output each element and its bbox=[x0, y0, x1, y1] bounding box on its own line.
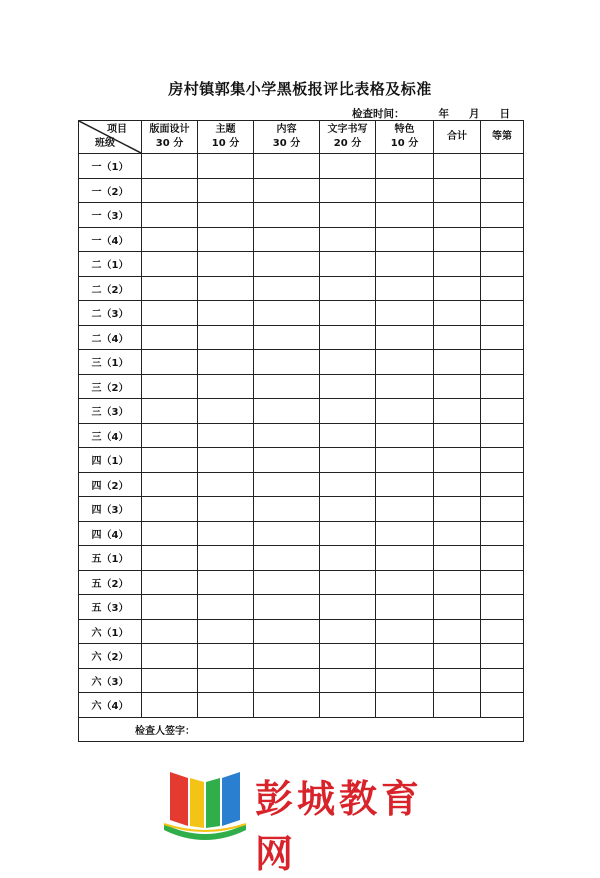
class-label: 三（3） bbox=[79, 399, 142, 424]
header-total bbox=[434, 121, 481, 154]
score-cell[interactable] bbox=[142, 472, 198, 497]
score-cell[interactable] bbox=[434, 619, 481, 644]
score-cell[interactable] bbox=[320, 399, 376, 424]
table-row bbox=[79, 203, 524, 228]
score-cell[interactable] bbox=[434, 521, 481, 546]
score-cell[interactable] bbox=[198, 178, 254, 203]
class-label: 一（4） bbox=[79, 227, 142, 252]
score-cell[interactable] bbox=[481, 644, 524, 669]
score-cell[interactable] bbox=[481, 399, 524, 424]
class-label: 二（2） bbox=[79, 276, 142, 301]
score-cell[interactable] bbox=[198, 203, 254, 228]
class-label: 一（1） bbox=[79, 154, 142, 179]
score-cell[interactable] bbox=[198, 472, 254, 497]
table-row bbox=[79, 252, 524, 277]
table-row bbox=[79, 546, 524, 571]
class-label: 五（3） bbox=[79, 595, 142, 620]
class-label: 六（3） bbox=[79, 668, 142, 693]
class-label: 四（3） bbox=[79, 497, 142, 522]
signature-cell[interactable] bbox=[79, 717, 524, 742]
score-cell[interactable] bbox=[376, 546, 434, 571]
score-cell[interactable] bbox=[434, 399, 481, 424]
score-cell[interactable] bbox=[376, 227, 434, 252]
table-row bbox=[79, 693, 524, 718]
score-cell[interactable] bbox=[142, 619, 198, 644]
score-cell[interactable] bbox=[142, 325, 198, 350]
class-label: 三（2） bbox=[79, 374, 142, 399]
year-label: 年 bbox=[438, 108, 449, 120]
class-label: 四（4） bbox=[79, 521, 142, 546]
score-cell[interactable] bbox=[320, 595, 376, 620]
score-cell[interactable] bbox=[198, 374, 254, 399]
score-cell[interactable] bbox=[320, 497, 376, 522]
score-cell[interactable] bbox=[376, 399, 434, 424]
score-cell[interactable] bbox=[142, 350, 198, 375]
score-cell[interactable] bbox=[320, 472, 376, 497]
score-cell[interactable] bbox=[481, 178, 524, 203]
score-cell[interactable] bbox=[376, 619, 434, 644]
score-cell[interactable] bbox=[198, 423, 254, 448]
score-cell[interactable] bbox=[254, 546, 320, 571]
score-cell[interactable] bbox=[254, 276, 320, 301]
score-cell[interactable] bbox=[142, 423, 198, 448]
score-cell[interactable] bbox=[376, 448, 434, 473]
score-cell[interactable] bbox=[254, 595, 320, 620]
score-cell[interactable] bbox=[254, 301, 320, 326]
score-cell[interactable] bbox=[376, 178, 434, 203]
header-name: 特色 bbox=[394, 124, 415, 135]
score-cell[interactable] bbox=[434, 644, 481, 669]
score-cell[interactable] bbox=[434, 546, 481, 571]
score-cell[interactable] bbox=[481, 325, 524, 350]
score-cell[interactable] bbox=[320, 154, 376, 179]
score-cell[interactable] bbox=[376, 374, 434, 399]
score-cell[interactable] bbox=[254, 497, 320, 522]
score-cell[interactable] bbox=[320, 546, 376, 571]
header-name: 主题 bbox=[215, 124, 236, 135]
score-cell[interactable] bbox=[142, 668, 198, 693]
score-cell[interactable] bbox=[320, 276, 376, 301]
header-name: 文字书写 bbox=[327, 124, 368, 135]
table-row bbox=[79, 619, 524, 644]
header-score: 10 分 bbox=[390, 138, 419, 149]
score-cell[interactable] bbox=[142, 521, 198, 546]
table-row bbox=[79, 521, 524, 546]
score-cell[interactable] bbox=[481, 154, 524, 179]
score-cell[interactable] bbox=[481, 276, 524, 301]
score-cell[interactable] bbox=[376, 350, 434, 375]
score-cell[interactable] bbox=[320, 423, 376, 448]
site-logo bbox=[160, 764, 450, 876]
score-cell[interactable] bbox=[376, 472, 434, 497]
score-cell[interactable] bbox=[320, 374, 376, 399]
score-cell[interactable] bbox=[142, 227, 198, 252]
score-cell[interactable] bbox=[198, 570, 254, 595]
score-cell[interactable] bbox=[142, 374, 198, 399]
corner-bottom-label: 班级 bbox=[95, 138, 115, 149]
corner-cell bbox=[79, 121, 142, 154]
score-cell[interactable] bbox=[142, 595, 198, 620]
score-cell[interactable] bbox=[254, 521, 320, 546]
score-cell[interactable] bbox=[142, 154, 198, 179]
header-name: 内容 bbox=[276, 124, 297, 135]
table-row bbox=[79, 178, 524, 203]
score-cell[interactable] bbox=[481, 350, 524, 375]
score-cell[interactable] bbox=[198, 497, 254, 522]
score-cell[interactable] bbox=[198, 154, 254, 179]
score-cell[interactable] bbox=[376, 203, 434, 228]
class-label: 六（4） bbox=[79, 693, 142, 718]
score-cell[interactable] bbox=[198, 521, 254, 546]
check-time bbox=[352, 106, 510, 121]
score-cell[interactable] bbox=[320, 619, 376, 644]
logo-text: 彭城教育网 bbox=[255, 777, 424, 876]
corner-top-label: 项目 bbox=[107, 124, 127, 135]
score-cell[interactable] bbox=[254, 350, 320, 375]
score-cell[interactable] bbox=[434, 693, 481, 718]
page-title: 房村镇郭集小学黑板报评比表格及标准 bbox=[168, 80, 432, 98]
score-cell[interactable] bbox=[320, 693, 376, 718]
score-cell[interactable] bbox=[481, 619, 524, 644]
book-icon bbox=[160, 764, 250, 844]
score-cell[interactable] bbox=[376, 668, 434, 693]
score-cell[interactable] bbox=[434, 497, 481, 522]
table-row bbox=[79, 301, 524, 326]
score-cell[interactable] bbox=[142, 693, 198, 718]
score-cell[interactable] bbox=[376, 693, 434, 718]
score-cell[interactable] bbox=[198, 399, 254, 424]
score-cell[interactable] bbox=[254, 644, 320, 669]
signature-label: 检查人签字： bbox=[135, 725, 195, 737]
score-cell[interactable] bbox=[254, 423, 320, 448]
score-cell[interactable] bbox=[434, 423, 481, 448]
header-name: 合计 bbox=[447, 131, 467, 142]
score-cell[interactable] bbox=[254, 178, 320, 203]
score-cell[interactable] bbox=[254, 325, 320, 350]
header-name: 版面设计 bbox=[149, 124, 190, 135]
score-cell[interactable] bbox=[198, 693, 254, 718]
class-label: 五（2） bbox=[79, 570, 142, 595]
score-cell[interactable] bbox=[254, 570, 320, 595]
score-cell[interactable] bbox=[198, 252, 254, 277]
header-score: 20 分 bbox=[333, 138, 362, 149]
score-cell[interactable] bbox=[320, 203, 376, 228]
score-cell[interactable] bbox=[320, 227, 376, 252]
class-label: 四（1） bbox=[79, 448, 142, 473]
table-row bbox=[79, 423, 524, 448]
table-row bbox=[79, 497, 524, 522]
score-cell[interactable] bbox=[481, 203, 524, 228]
score-cell[interactable] bbox=[142, 497, 198, 522]
evaluation-table bbox=[78, 120, 524, 742]
score-cell[interactable] bbox=[376, 570, 434, 595]
score-cell[interactable] bbox=[198, 276, 254, 301]
day-label: 日 bbox=[499, 108, 510, 120]
score-cell[interactable] bbox=[434, 668, 481, 693]
score-cell[interactable] bbox=[142, 644, 198, 669]
class-label: 二（3） bbox=[79, 301, 142, 326]
score-cell[interactable] bbox=[434, 203, 481, 228]
score-cell[interactable] bbox=[376, 423, 434, 448]
score-cell[interactable] bbox=[481, 595, 524, 620]
score-cell[interactable] bbox=[320, 350, 376, 375]
score-cell[interactable] bbox=[198, 448, 254, 473]
class-label: 三（1） bbox=[79, 350, 142, 375]
header-writing bbox=[320, 121, 376, 154]
score-cell[interactable] bbox=[254, 693, 320, 718]
score-cell[interactable] bbox=[434, 178, 481, 203]
score-cell[interactable] bbox=[142, 301, 198, 326]
class-label: 二（1） bbox=[79, 252, 142, 277]
score-cell[interactable] bbox=[254, 448, 320, 473]
score-cell[interactable] bbox=[320, 252, 376, 277]
score-cell[interactable] bbox=[142, 399, 198, 424]
table-row bbox=[79, 350, 524, 375]
header-content bbox=[254, 121, 320, 154]
header-grade bbox=[481, 121, 524, 154]
score-cell[interactable] bbox=[254, 227, 320, 252]
score-cell[interactable] bbox=[376, 497, 434, 522]
score-cell[interactable] bbox=[320, 668, 376, 693]
table-row bbox=[79, 472, 524, 497]
score-cell[interactable] bbox=[198, 668, 254, 693]
table-row bbox=[79, 325, 524, 350]
table-row bbox=[79, 399, 524, 424]
header-row bbox=[79, 121, 524, 154]
score-cell[interactable] bbox=[481, 497, 524, 522]
score-cell[interactable] bbox=[376, 595, 434, 620]
score-cell[interactable] bbox=[254, 619, 320, 644]
score-cell[interactable] bbox=[142, 178, 198, 203]
score-cell[interactable] bbox=[434, 325, 481, 350]
score-cell[interactable] bbox=[376, 276, 434, 301]
score-cell[interactable] bbox=[142, 252, 198, 277]
score-cell[interactable] bbox=[198, 325, 254, 350]
score-cell[interactable] bbox=[198, 301, 254, 326]
header-name: 等第 bbox=[492, 131, 512, 142]
score-cell[interactable] bbox=[142, 546, 198, 571]
table-row bbox=[79, 276, 524, 301]
class-label: 一（3） bbox=[79, 203, 142, 228]
score-cell[interactable] bbox=[481, 374, 524, 399]
score-cell[interactable] bbox=[481, 570, 524, 595]
class-label: 六（2） bbox=[79, 644, 142, 669]
header-layout bbox=[142, 121, 198, 154]
score-cell[interactable] bbox=[254, 374, 320, 399]
score-cell[interactable] bbox=[198, 546, 254, 571]
score-cell[interactable] bbox=[254, 252, 320, 277]
score-cell[interactable] bbox=[198, 227, 254, 252]
check-time-label: 检查时间： bbox=[352, 108, 405, 120]
score-cell[interactable] bbox=[434, 276, 481, 301]
score-cell[interactable] bbox=[254, 399, 320, 424]
score-cell[interactable] bbox=[198, 350, 254, 375]
score-cell[interactable] bbox=[320, 644, 376, 669]
class-label: 四（2） bbox=[79, 472, 142, 497]
class-label: 五（1） bbox=[79, 546, 142, 571]
score-cell[interactable] bbox=[254, 203, 320, 228]
score-cell[interactable] bbox=[481, 227, 524, 252]
score-cell[interactable] bbox=[434, 448, 481, 473]
score-cell[interactable] bbox=[254, 154, 320, 179]
score-cell[interactable] bbox=[376, 154, 434, 179]
score-cell[interactable] bbox=[254, 472, 320, 497]
score-cell[interactable] bbox=[142, 203, 198, 228]
score-cell[interactable] bbox=[434, 350, 481, 375]
score-cell[interactable] bbox=[198, 595, 254, 620]
signature-row bbox=[79, 717, 524, 742]
score-cell[interactable] bbox=[434, 595, 481, 620]
score-cell[interactable] bbox=[434, 472, 481, 497]
score-cell[interactable] bbox=[481, 423, 524, 448]
score-cell[interactable] bbox=[376, 644, 434, 669]
class-label: 二（4） bbox=[79, 325, 142, 350]
score-cell[interactable] bbox=[376, 252, 434, 277]
score-cell[interactable] bbox=[481, 693, 524, 718]
table-row bbox=[79, 448, 524, 473]
score-cell[interactable] bbox=[434, 301, 481, 326]
score-cell[interactable] bbox=[254, 668, 320, 693]
table-row bbox=[79, 227, 524, 252]
score-cell[interactable] bbox=[320, 178, 376, 203]
score-cell[interactable] bbox=[481, 472, 524, 497]
header-score: 30 分 bbox=[272, 138, 301, 149]
table-body bbox=[79, 154, 524, 742]
score-cell[interactable] bbox=[142, 570, 198, 595]
score-cell[interactable] bbox=[434, 374, 481, 399]
class-label: 三（4） bbox=[79, 423, 142, 448]
table-row bbox=[79, 595, 524, 620]
score-cell[interactable] bbox=[198, 644, 254, 669]
score-cell[interactable] bbox=[481, 301, 524, 326]
class-label: 一（2） bbox=[79, 178, 142, 203]
table-row bbox=[79, 374, 524, 399]
score-cell[interactable] bbox=[481, 668, 524, 693]
score-cell[interactable] bbox=[320, 448, 376, 473]
score-cell[interactable] bbox=[376, 301, 434, 326]
score-cell[interactable] bbox=[320, 570, 376, 595]
score-cell[interactable] bbox=[481, 448, 524, 473]
score-cell[interactable] bbox=[434, 227, 481, 252]
score-cell[interactable] bbox=[376, 521, 434, 546]
score-cell[interactable] bbox=[434, 154, 481, 179]
score-cell[interactable] bbox=[376, 325, 434, 350]
class-label: 六（1） bbox=[79, 619, 142, 644]
score-cell[interactable] bbox=[142, 448, 198, 473]
month-label: 月 bbox=[469, 108, 480, 120]
score-cell[interactable] bbox=[320, 325, 376, 350]
score-cell[interactable] bbox=[481, 546, 524, 571]
score-cell[interactable] bbox=[142, 276, 198, 301]
score-cell[interactable] bbox=[320, 521, 376, 546]
table-row bbox=[79, 154, 524, 179]
score-cell[interactable] bbox=[198, 619, 254, 644]
score-cell[interactable] bbox=[481, 521, 524, 546]
score-cell[interactable] bbox=[434, 252, 481, 277]
score-cell[interactable] bbox=[320, 301, 376, 326]
table-row bbox=[79, 644, 524, 669]
score-cell[interactable] bbox=[434, 570, 481, 595]
table-row bbox=[79, 668, 524, 693]
table-row bbox=[79, 570, 524, 595]
header-score: 30 分 bbox=[155, 138, 184, 149]
score-cell[interactable] bbox=[481, 252, 524, 277]
header-theme bbox=[198, 121, 254, 154]
header-score: 10 分 bbox=[211, 138, 240, 149]
header-feature bbox=[376, 121, 434, 154]
